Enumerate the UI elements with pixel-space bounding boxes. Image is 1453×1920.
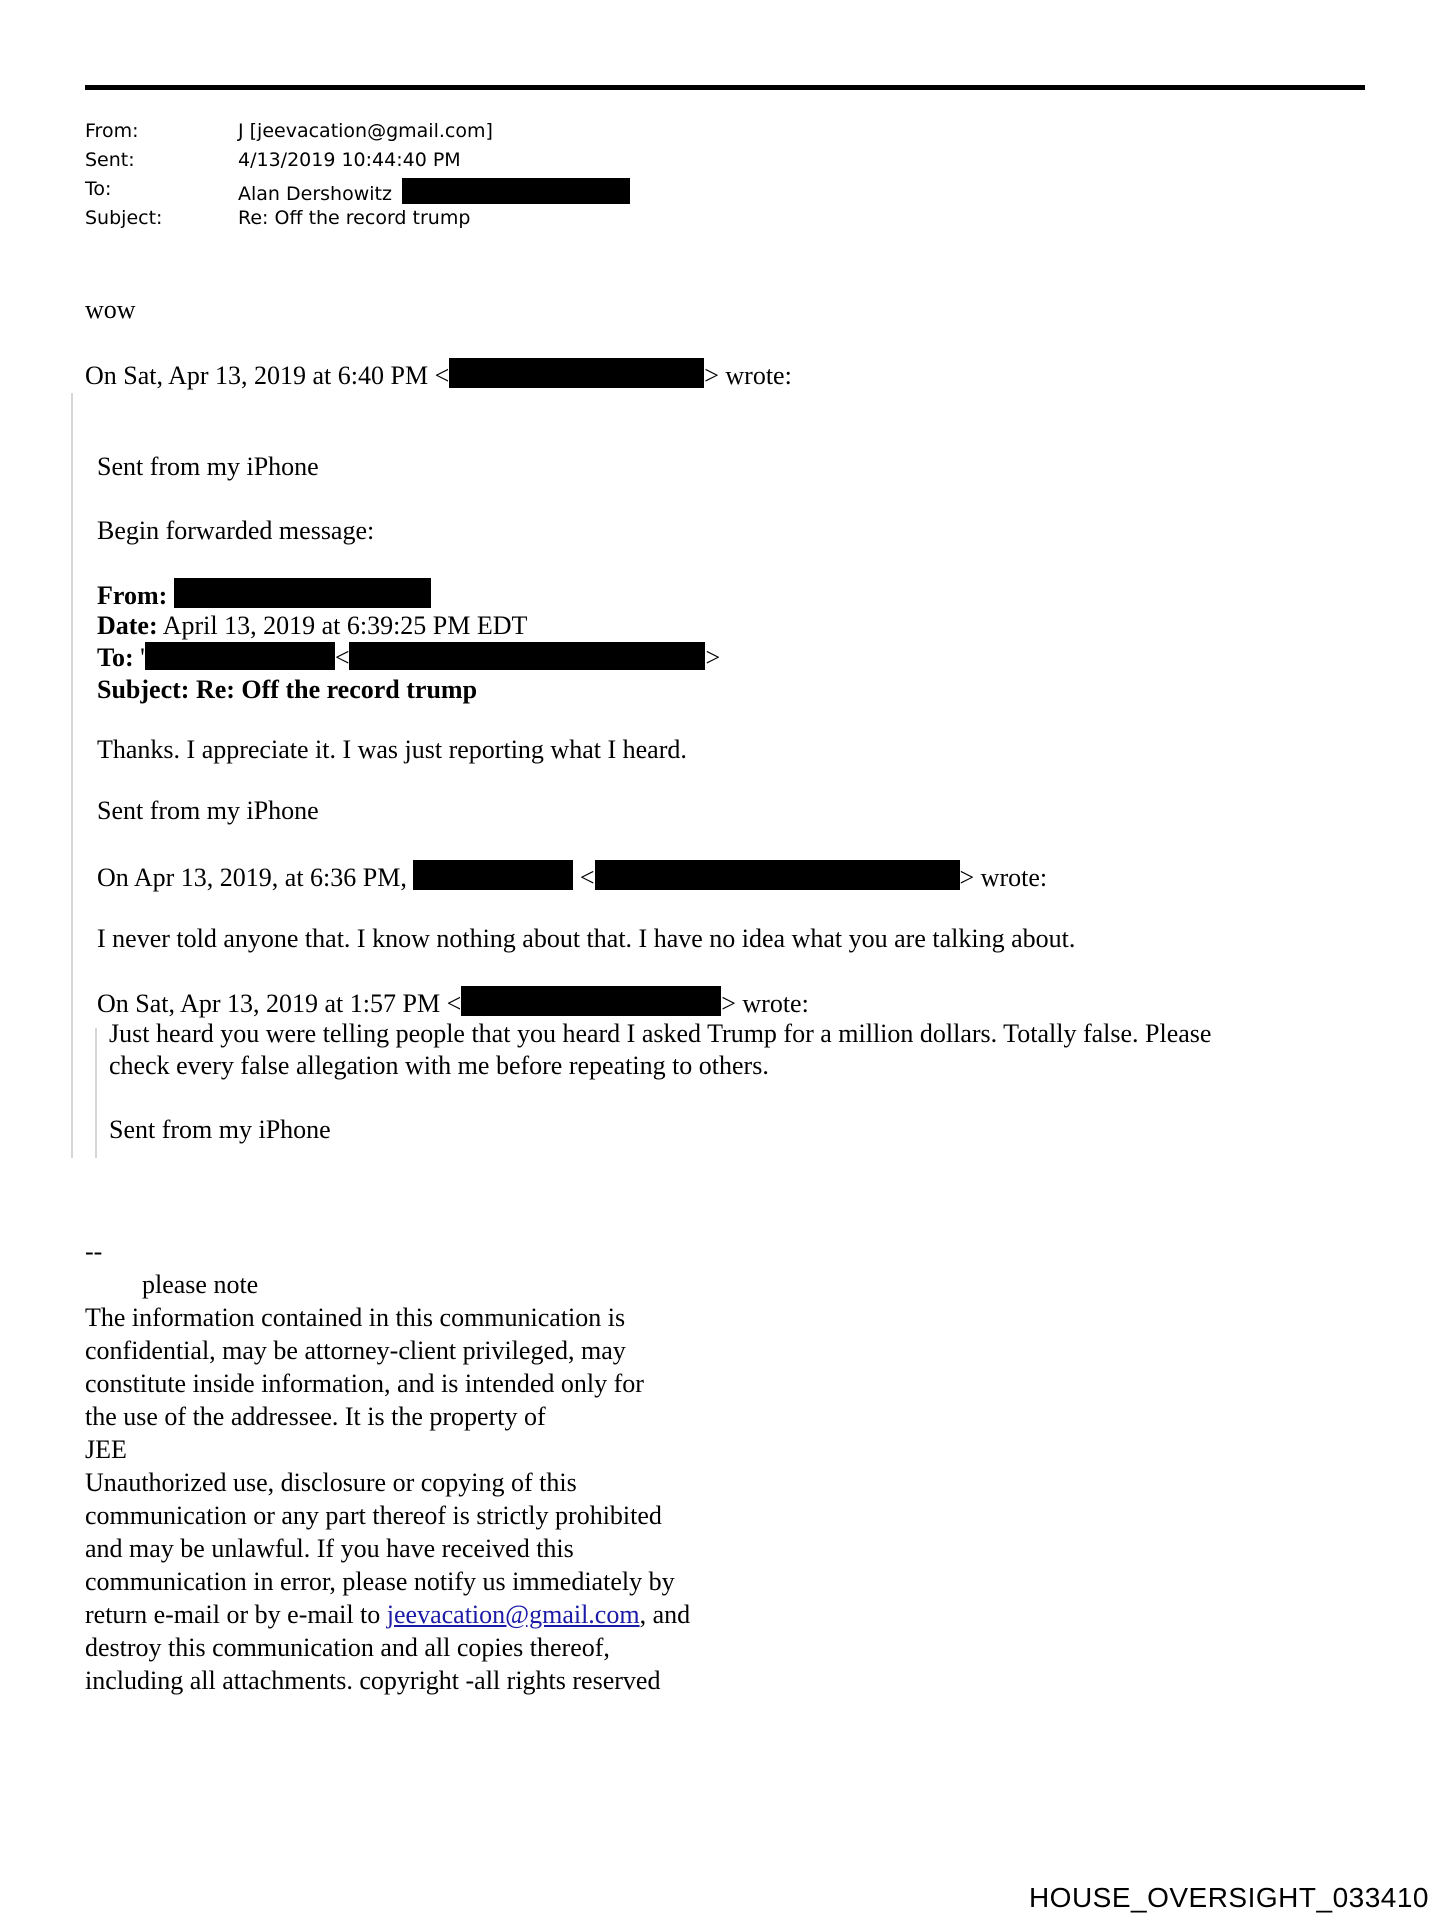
sent-from-iphone-1: Sent from my iPhone bbox=[97, 452, 319, 481]
redaction-box bbox=[349, 642, 705, 670]
sent-from-iphone-2: Sent from my iPhone bbox=[97, 796, 319, 825]
fwd-to-label: To: bbox=[97, 643, 134, 672]
quote2-prefix: On Apr 13, 2019, at 6:36 PM, bbox=[97, 863, 407, 892]
disclaimer-line: confidential, may be attorney-client privileged, may bbox=[85, 1336, 626, 1365]
quote2-header bbox=[97, 860, 1047, 894]
sent-label: Sent: bbox=[85, 149, 135, 171]
fwd-date-row bbox=[97, 610, 527, 642]
email-link[interactable]: jeevacation@gmail.com bbox=[386, 1600, 640, 1629]
return-suffix: , and bbox=[639, 1600, 691, 1629]
disclaimer-line: communication in error, please notify us immediately by bbox=[85, 1567, 675, 1596]
disclaimer-return-line bbox=[85, 1598, 690, 1631]
sent-value: 4/13/2019 10:44:40 PM bbox=[238, 149, 461, 171]
to-value-wrap bbox=[238, 178, 630, 205]
disclaimer-line: Unauthorized use, disclosure or copying of this bbox=[85, 1468, 577, 1497]
disclaimer-line: JEE bbox=[85, 1435, 127, 1464]
quote-bar bbox=[71, 393, 73, 1158]
fwd-date-label: Date: bbox=[97, 611, 158, 640]
subject-value: Re: Off the record trump bbox=[238, 207, 471, 229]
redaction-box bbox=[595, 860, 960, 890]
fwd-from-label: From: bbox=[97, 581, 168, 610]
redaction-box bbox=[413, 860, 573, 890]
disclaimer-line: and may be unlawful. If you have received this bbox=[85, 1534, 574, 1563]
subject-label: Subject: bbox=[85, 207, 163, 229]
quote-bar bbox=[95, 1028, 97, 1158]
to-label: To: bbox=[85, 178, 112, 200]
disclaimer-line: communication or any part thereof is strictly prohibited bbox=[85, 1501, 662, 1530]
disclaimer-line: including all attachments. copyright -all rights reserved bbox=[85, 1666, 661, 1695]
disclaimer-line: The information contained in this communication is bbox=[85, 1303, 626, 1332]
fwd-to-lt: < bbox=[334, 643, 350, 672]
fwd-subject-label: Subject: bbox=[97, 675, 190, 704]
redaction-box bbox=[402, 178, 630, 204]
please-note: please note bbox=[142, 1270, 259, 1299]
from-label: From: bbox=[85, 120, 139, 142]
redaction-box bbox=[145, 642, 335, 670]
fwd-to-row bbox=[97, 642, 720, 674]
to-value: Alan Dershowitz bbox=[238, 183, 392, 205]
fwd-subject-row bbox=[97, 674, 477, 706]
redaction-box bbox=[174, 578, 431, 608]
heard-line-1: Just heard you were telling people that you heard I asked Trump for a million dollars. Totally false. Please bbox=[109, 1019, 1212, 1048]
disclaimer-line: destroy this communication and all copies thereof, bbox=[85, 1633, 610, 1662]
quote2-lt: < bbox=[579, 863, 595, 892]
quote2-suffix: > wrote: bbox=[959, 863, 1048, 892]
quote3-prefix: On Sat, Apr 13, 2019 at 1:57 PM < bbox=[97, 989, 462, 1018]
fwd-from-row bbox=[97, 578, 431, 612]
quote1-prefix: On Sat, Apr 13, 2019 at 6:40 PM < bbox=[85, 361, 450, 390]
thanks-line: Thanks. I appreciate it. I was just reporting what I heard. bbox=[97, 735, 687, 764]
fwd-to-quote: ' bbox=[140, 643, 145, 672]
disclaimer-line: constitute inside information, and is intended only for bbox=[85, 1369, 644, 1398]
bates-number: HOUSE_OVERSIGHT_033410 bbox=[1028, 1882, 1429, 1913]
quote3-suffix: > wrote: bbox=[721, 989, 809, 1018]
fwd-to-gt: > bbox=[705, 643, 721, 672]
never-told-line: I never told anyone that. I know nothing about that. I have no idea what you are talking about. bbox=[97, 924, 1076, 953]
return-prefix: return e-mail or by e-mail to bbox=[85, 1600, 387, 1629]
from-value: J [jeevacation@gmail.com] bbox=[238, 120, 493, 142]
heard-line-2: check every false allegation with me before repeating to others. bbox=[109, 1051, 769, 1080]
fwd-subject-value: Re: Off the record trump bbox=[195, 675, 478, 704]
fwd-date-value: April 13, 2019 at 6:39:25 PM EDT bbox=[162, 611, 528, 640]
quote3-header bbox=[97, 986, 809, 1020]
quote1-header bbox=[85, 358, 792, 392]
redaction-box bbox=[461, 986, 721, 1016]
sent-from-iphone-3: Sent from my iPhone bbox=[109, 1115, 331, 1144]
disclaimer-line: the use of the addressee. It is the property of bbox=[85, 1402, 546, 1431]
quote1-suffix: > wrote: bbox=[704, 361, 792, 390]
begin-forwarded: Begin forwarded message: bbox=[97, 516, 375, 545]
top-rule bbox=[85, 85, 1365, 90]
signature-block bbox=[85, 1235, 690, 1697]
signature-dashes: -- bbox=[85, 1237, 103, 1266]
redaction-box bbox=[449, 358, 704, 388]
reply-text: wow bbox=[85, 295, 136, 324]
